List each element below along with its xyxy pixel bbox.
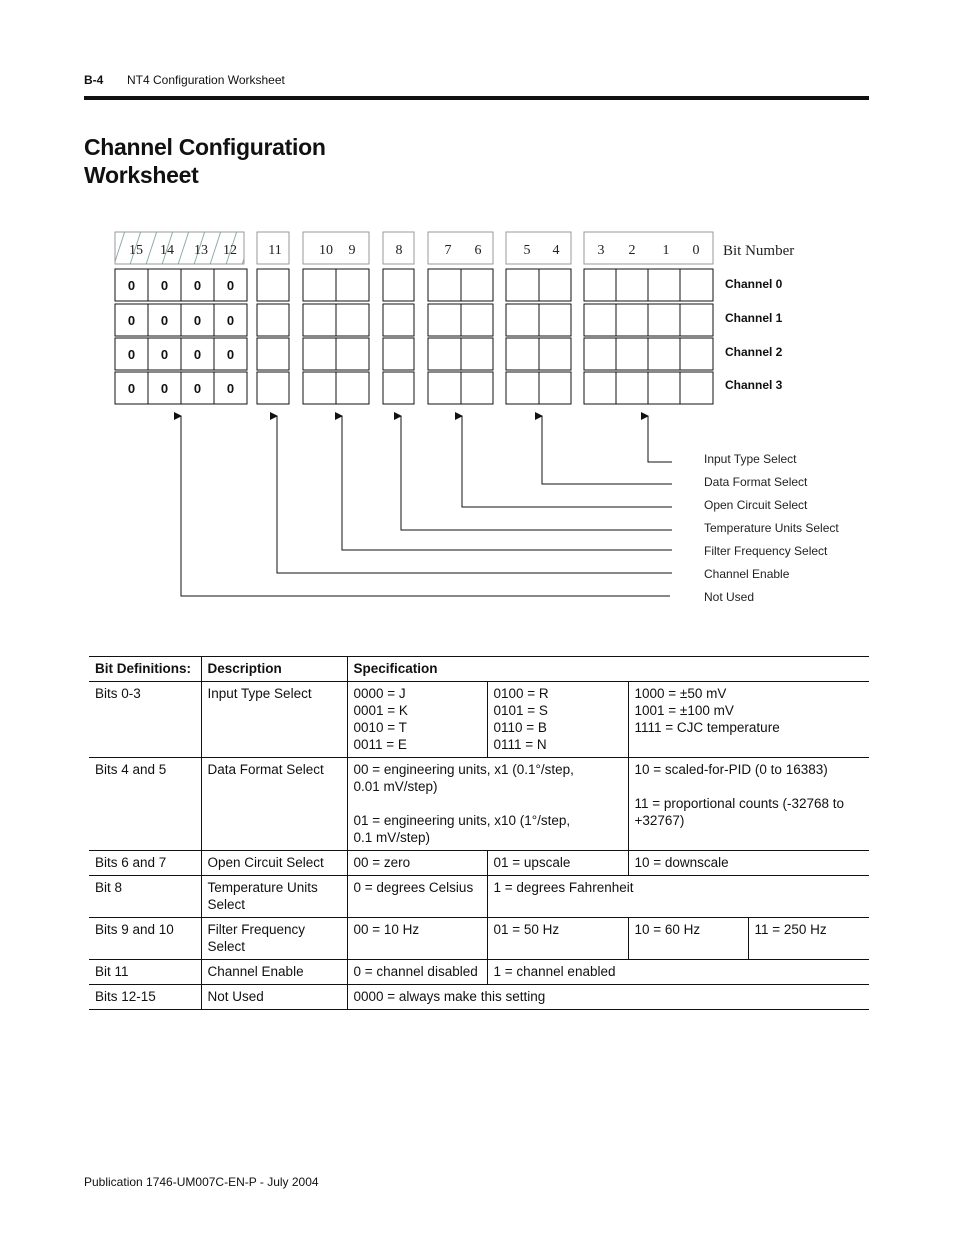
spec-cell: 0 = channel disabled (347, 960, 487, 985)
not-used-bit-value: 0 (226, 313, 235, 328)
spec-cell: 1 = channel enabled (487, 960, 869, 985)
not-used-bit-value: 0 (193, 278, 202, 293)
bit-cell (336, 304, 369, 336)
spec-line: 0011 = E (353, 737, 407, 752)
bits10-9-header-box (303, 232, 369, 264)
bit-cell (336, 338, 369, 370)
bit-cell (539, 372, 571, 404)
not-used-bit-value: 0 (226, 381, 235, 396)
page-title-line1: Channel Configuration (84, 134, 326, 160)
spec-cell (347, 758, 628, 851)
table-row (89, 876, 869, 918)
bit-cell (336, 372, 369, 404)
table-row (89, 682, 869, 758)
spec-line: 1111 = CJC temperature (634, 720, 780, 735)
bit-cell (584, 372, 616, 404)
row-bits: Bit 8 (89, 876, 201, 918)
header-chapter-title: NT4 Configuration Worksheet (127, 73, 285, 87)
bit-label: 15 (129, 243, 143, 258)
spec-cell (628, 682, 869, 758)
bit-cell (383, 372, 414, 404)
bit-cell (303, 338, 336, 370)
channel-3-label: Channel 3 (725, 378, 783, 392)
footer-publication: Publication 1746-UM007C-EN-P - July 2004 (84, 1175, 319, 1189)
bit-cell (616, 372, 648, 404)
row-description: Not Used (201, 985, 347, 1010)
spec-line: 0101 = S (493, 703, 548, 718)
bit-label: 9 (348, 243, 356, 258)
leader-data-format (542, 416, 672, 484)
bit-cell (584, 304, 616, 336)
bit-cell (257, 304, 289, 336)
row-description: Input Type Select (201, 682, 347, 758)
leader-temperature-units (401, 416, 672, 530)
bit-cell (616, 269, 648, 301)
table-row (89, 985, 869, 1010)
field-label-temperature-units: Temperature Units Select (704, 521, 839, 535)
spec-line: 0111 = N (493, 737, 547, 752)
bit-cell (257, 338, 289, 370)
table-row (89, 851, 869, 876)
leader-not-used (181, 416, 670, 596)
table-row (89, 918, 869, 960)
spec-line: 00 = engineering units, x1 (0.1°/step, 0.01 mV/step) (353, 762, 574, 794)
spec-line: 0001 = K (353, 703, 408, 718)
leader-open-circuit (462, 416, 672, 507)
bit-cell (539, 269, 571, 301)
bit-cell (461, 269, 493, 301)
leader-channel-enable (277, 416, 672, 573)
bit-cell (303, 269, 336, 301)
bit-cell (506, 372, 539, 404)
table-row (89, 960, 869, 985)
bit-label: 7 (444, 243, 452, 258)
bit-cell (303, 304, 336, 336)
row-bits: Bits 12-15 (89, 985, 201, 1010)
bit-cell (616, 304, 648, 336)
bit-label: 11 (268, 243, 282, 258)
bit-cell (584, 269, 616, 301)
not-used-bit-value: 0 (226, 278, 235, 293)
bit-cell (461, 338, 493, 370)
bit-cell (680, 304, 713, 336)
table-header-row (89, 657, 869, 682)
field-label-filter-frequency: Filter Frequency Select (704, 544, 828, 558)
bit-cell (648, 338, 680, 370)
bit-cell (461, 304, 493, 336)
bits7-6-header-box (428, 232, 493, 264)
bit-cell (680, 269, 713, 301)
spec-cell: 1 = degrees Fahrenheit (487, 876, 869, 918)
not-used-bit-value: 0 (160, 347, 169, 362)
channel-1-label: Channel 1 (725, 311, 783, 325)
spec-line: 0110 = B (493, 720, 547, 735)
bits5-4-header-box (506, 232, 571, 264)
not-used-bit-value: 0 (193, 381, 202, 396)
header-description: Description (201, 657, 347, 682)
spec-cell: 01 = 50 Hz (487, 918, 628, 960)
not-used-bit-value: 0 (127, 347, 136, 362)
bit-label: 14 (160, 243, 174, 258)
leader-input-type (648, 416, 672, 462)
row-bits: Bit 11 (89, 960, 201, 985)
not-used-bit-value: 0 (127, 313, 136, 328)
bit-cell (336, 269, 369, 301)
spec-cell: 11 = 250 Hz (748, 918, 869, 960)
bit-cell (680, 338, 713, 370)
spec-line: 1001 = ±100 mV (634, 703, 734, 718)
bit-label: 3 (597, 243, 605, 258)
not-used-bit-value: 0 (127, 278, 136, 293)
bit-cell (428, 304, 461, 336)
bit-cell (648, 304, 680, 336)
spec-cell (628, 758, 869, 851)
bit-cell (383, 304, 414, 336)
bit-cell (506, 269, 539, 301)
channel-2-label: Channel 2 (725, 345, 783, 359)
bit-label: 2 (628, 243, 636, 258)
table-row (89, 758, 869, 851)
bit-cell (680, 372, 713, 404)
spec-line: 0000 = J (353, 686, 406, 701)
bit-cell (257, 372, 289, 404)
row-description: Filter Frequency Select (201, 918, 347, 960)
spec-cell: 10 = 60 Hz (628, 918, 748, 960)
not-used-bit-value: 0 (193, 313, 202, 328)
row-bits: Bits 0-3 (89, 682, 201, 758)
field-leader-lines (181, 416, 672, 596)
spec-cell (487, 682, 628, 758)
spec-cell: 0 = degrees Celsius (347, 876, 487, 918)
row-description: Open Circuit Select (201, 851, 347, 876)
bit-cell (539, 304, 571, 336)
bit-label: 8 (395, 243, 403, 258)
bit-cell (616, 338, 648, 370)
field-label-input-type: Input Type Select (704, 452, 797, 466)
not-used-bit-value: 0 (160, 278, 169, 293)
bit-cell (461, 372, 493, 404)
row-description: Data Format Select (201, 758, 347, 851)
channel-0-label: Channel 0 (725, 277, 783, 291)
bit-cell (648, 269, 680, 301)
bit-cell (428, 269, 461, 301)
not-used-bit-value: 0 (127, 381, 136, 396)
not-used-bit-value: 0 (193, 347, 202, 362)
bit-label: 1 (662, 243, 670, 258)
field-label-not-used: Not Used (704, 590, 755, 604)
bit-cell (506, 338, 539, 370)
bit-cell (506, 304, 539, 336)
bit-cell (428, 338, 461, 370)
bit-label: 12 (223, 243, 237, 258)
bit-cell (257, 269, 289, 301)
spec-line: 0100 = R (493, 686, 549, 701)
row-description: Channel Enable (201, 960, 347, 985)
spec-line: 10 = scaled-for-PID (0 to 16383) (634, 762, 828, 777)
spec-line: 1000 = ±50 mV (634, 686, 727, 701)
not-used-bit-value: 0 (160, 313, 169, 328)
row-bits: Bits 9 and 10 (89, 918, 201, 960)
spec-line: 0010 = T (353, 720, 407, 735)
bit-label: 13 (194, 243, 208, 258)
bit-definitions-table (89, 656, 869, 1010)
spec-line: 01 = engineering units, x10 (1°/step, 0.1 mV/step) (353, 813, 571, 845)
bit-label: 5 (523, 243, 531, 258)
spec-cell: 01 = upscale (487, 851, 628, 876)
field-label-data-format: Data Format Select (704, 475, 808, 489)
bit-cell (539, 338, 571, 370)
spec-cell (347, 682, 487, 758)
bit-cell (383, 269, 414, 301)
bit-cell (383, 338, 414, 370)
spec-line: 11 = proportional counts (-32768 to +32767) (634, 796, 845, 828)
header-bit-definitions: Bit Definitions: (89, 657, 201, 682)
header-specification: Specification (347, 657, 869, 682)
header-section-code: B-4 (84, 73, 104, 87)
bit-cell (648, 372, 680, 404)
row-description: Temperature Units Select (201, 876, 347, 918)
bit-cell (303, 372, 336, 404)
not-used-bit-value: 0 (226, 347, 235, 362)
spec-cell: 00 = 10 Hz (347, 918, 487, 960)
bit-label: 0 (692, 243, 700, 258)
row-bits: Bits 4 and 5 (89, 758, 201, 851)
spec-cell: 10 = downscale (628, 851, 869, 876)
field-label-channel-enable: Channel Enable (704, 567, 790, 581)
page-title-line2: Worksheet (84, 162, 199, 188)
bit-cell (584, 338, 616, 370)
spec-cell: 0000 = always make this setting (347, 985, 869, 1010)
bit-label: 10 (319, 243, 333, 258)
spec-cell: 00 = zero (347, 851, 487, 876)
channel-rows (115, 269, 713, 404)
bit-number-legend: Bit Number (723, 243, 795, 259)
field-label-open-circuit: Open Circuit Select (704, 498, 808, 512)
bit-label: 4 (552, 243, 560, 258)
not-used-bit-value: 0 (160, 381, 169, 396)
bit-label: 6 (474, 243, 482, 258)
row-bits: Bits 6 and 7 (89, 851, 201, 876)
bit-cell (428, 372, 461, 404)
